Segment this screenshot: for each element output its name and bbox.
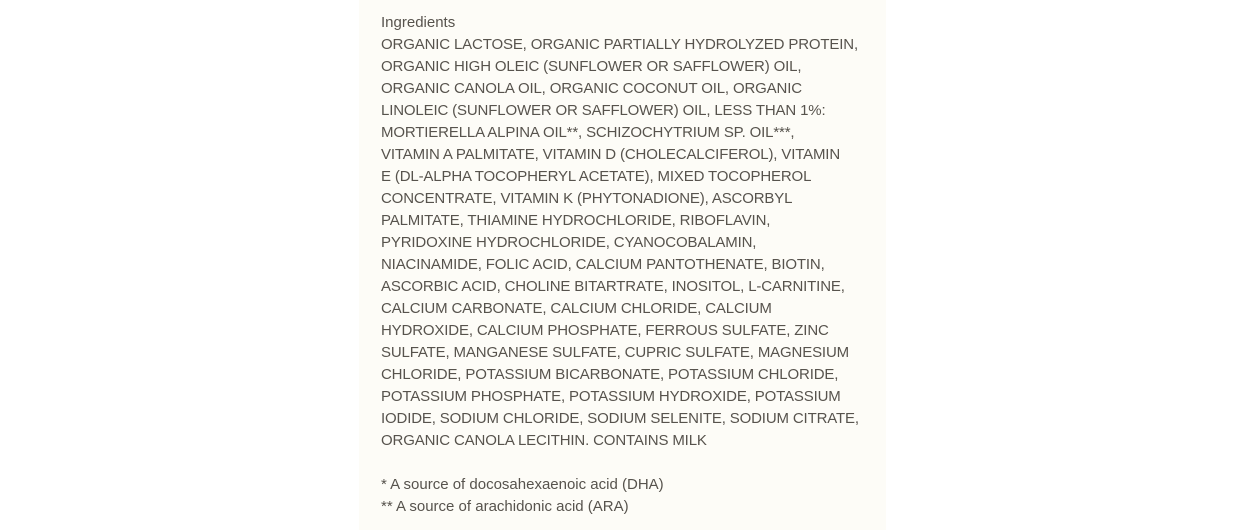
ingredients-line: HYDROXIDE, CALCIUM PHOSPHATE, FERROUS SULFATE, ZINC [381,322,829,339]
ingredients-line: CALCIUM CARBONATE, CALCIUM CHLORIDE, CALCIUM [381,300,772,317]
ingredients-line: LINOLEIC (SUNFLOWER OR SAFFLOWER) OIL, LESS THAN 1%: [381,102,826,119]
ingredients-line: POTASSIUM PHOSPHATE, POTASSIUM HYDROXIDE, POTASSIUM [381,388,841,405]
ingredients-line: ORGANIC CANOLA LECITHIN. CONTAINS MILK [381,432,707,449]
ingredients-line: PALMITATE, THIAMINE HYDROCHLORIDE, RIBOFLAVIN, [381,212,771,229]
ingredients-heading: Ingredients [381,14,456,31]
ingredients-list [381,34,859,452]
ingredients-line: ORGANIC LACTOSE, ORGANIC PARTIALLY HYDROLYZED PROTEIN, [381,36,859,53]
ingredients-line: MORTIERELLA ALPINA OIL**, SCHIZOCHYTRIUM SP. OIL***, [381,124,795,141]
ingredients-line: E (DL-ALPHA TOCOPHERYL ACETATE), MIXED TOCOPHEROL [381,168,812,185]
ingredients-line: VITAMIN A PALMITATE, VITAMIN D (CHOLECALCIFEROL), VITAMIN [381,146,841,163]
ingredients-line: NIACINAMIDE, FOLIC ACID, CALCIUM PANTOTHENATE, BIOTIN, [381,256,825,273]
ingredients-line: PYRIDOXINE HYDROCHLORIDE, CYANOCOBALAMIN, [381,234,757,251]
ingredients-line: ORGANIC HIGH OLEIC (SUNFLOWER OR SAFFLOWER) OIL, [381,58,802,75]
ingredients-line: ORGANIC CANOLA OIL, ORGANIC COCONUT OIL, ORGANIC [381,80,802,97]
ingredients-line: IODIDE, SODIUM CHLORIDE, SODIUM SELENITE, SODIUM CITRATE, [381,410,859,427]
ingredients-line: SULFATE, MANGANESE SULFATE, CUPRIC SULFATE, MAGNESIUM [381,344,849,361]
footnote-ara: ** A source of arachidonic acid (ARA) [381,498,629,515]
ingredients-panel [359,0,886,530]
ingredients-line: CONCENTRATE, VITAMIN K (PHYTONADIONE), ASCORBYL [381,190,793,207]
footnotes [381,474,886,518]
footnote-dha: * A source of docosahexaenoic acid (DHA) [381,476,664,493]
ingredients-line: ASCORBIC ACID, CHOLINE BITARTRATE, INOSITOL, L-CARNITINE, [381,278,845,295]
ingredients-line: CHLORIDE, POTASSIUM BICARBONATE, POTASSIUM CHLORIDE, [381,366,839,383]
